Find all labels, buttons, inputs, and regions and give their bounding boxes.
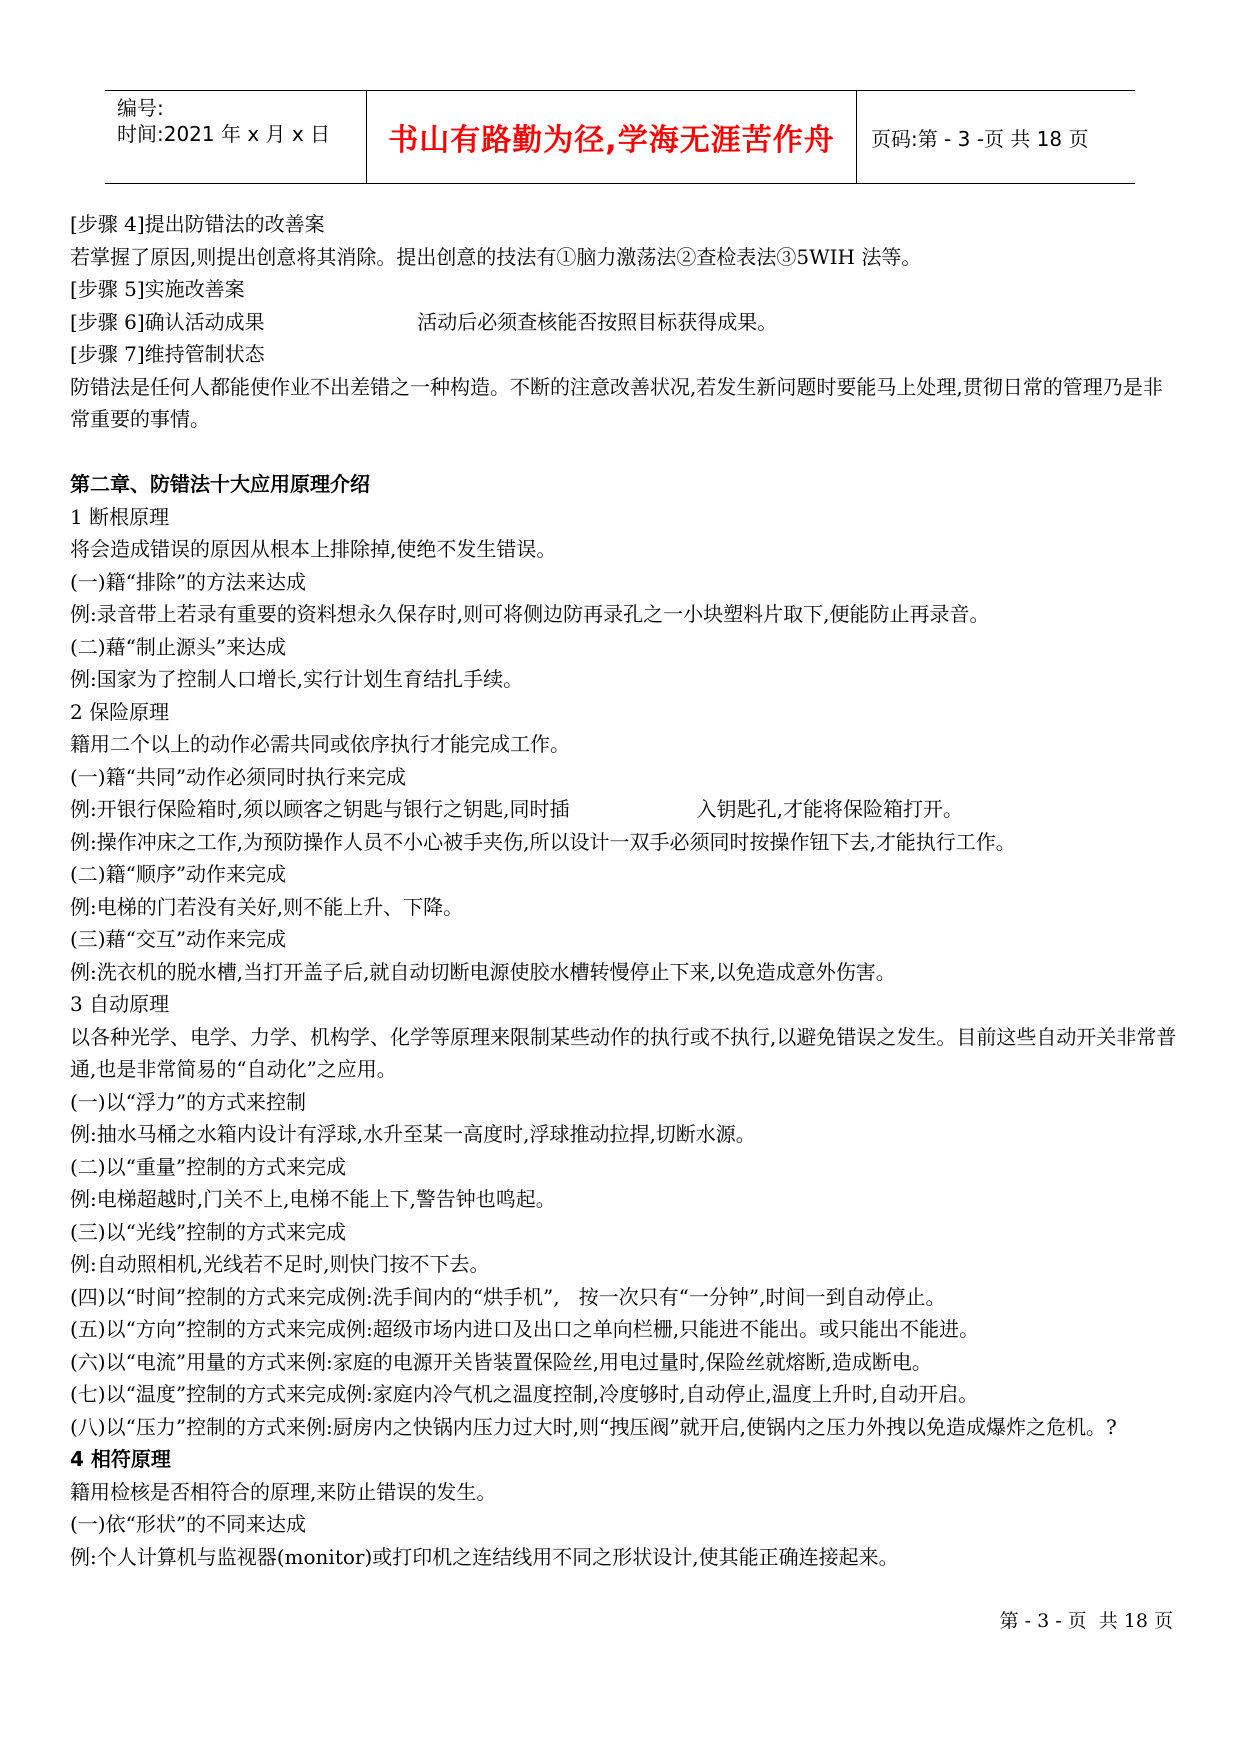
text-line: 例:国家为了控制人口增长,实行计划生育结扎手续。 [70,667,524,691]
text-line: 例:操作冲床之工作,为预防操作人员不小心被手夹伤,所以设计一双手必须同时按操作钮下去,才能执行工作。 [70,829,1016,854]
text-line: 若掌握了原因,则提出创意将其消除。提出创意的技法有①脑力激荡法②查检表法③5WIH 法等。 [70,244,922,269]
text-line: (六)以“电流”用量的方式来例:家庭的电源开关皆装置保险丝,用电过量时,保险丝就熔断,造成断电。 [70,1349,932,1374]
time-label: 时间:2021 年 x 月 x 日 [117,122,331,146]
text-line: [步骤 4]提出防错法的改善案 [70,212,325,236]
text-line: (七)以“温度”控制的方式来完成例:家庭内冷气机之温度控制,冷度够时,自动停止,温度上升时,自动开启。 [70,1382,979,1406]
text-line: 例:开银行保险箱时,须以顾客之钥匙与银行之钥匙,同时插 入钥匙孔,才能将保险箱打开。 [70,797,963,821]
header-motto: 书山有路勤为径,学海无涯苦作舟 [367,91,857,183]
document-body [70,208,1180,1573]
section-heading: 2 保险原理 [70,699,170,724]
text-line: (一)依“形状”的不同来达成 [70,1512,307,1536]
section-heading: 4 相符原理 [70,1447,171,1471]
number-label: 编号: [117,96,164,120]
text-line: (四)以“时间”控制的方式来完成例:洗手间内的“烘手机”, 按一次只有“一分钟”,时间一到自动停止。 [70,1284,946,1309]
text-line: 例:抽水马桶之水箱内设计有浮球,水升至某一高度时,浮球推动拉捍,切断水源。 [70,1122,756,1146]
text-line: 籍用二个以上的动作必需共同或依序执行才能完成工作。 [70,732,570,756]
blank-line [70,436,1180,469]
text-line: 籍用检核是否相符合的原理,来防止错误的发生。 [70,1479,497,1504]
text-line: [步骤 5]实施改善案 [70,277,245,301]
text-line: 例:自动照相机,光线若不足时,则快门按不下去。 [70,1252,490,1276]
section-heading: 3 自动原理 [70,992,170,1016]
text-line: (二)以“重量”控制的方式来完成 [70,1154,347,1179]
text-line: 例:个人计算机与监视器(monitor)或打印机之连结线用不同之形状设计,使其能正确连接起来。 [70,1544,899,1569]
text-line: (三)藉“交互”动作来完成 [70,927,287,951]
chapter-heading: 第二章、防错法十大应用原理介绍 [70,472,370,496]
page-footer: 第 - 3 - 页 共 18 页 [999,1610,1173,1632]
paragraph: 以各种光学、电学、力学、机构学、化学等原理来限制某些动作的执行或不执行,以避免错误之发生。目前这些自动开关非常普通,也是非常简易的“自动化”之应用。 [70,1024,1177,1081]
text-line: 例:电梯的门若没有关好,则不能上升、下降。 [70,894,464,919]
text-line: (一)以“浮力”的方式来控制 [70,1089,307,1114]
header-meta [105,91,367,183]
text-line: 例:录音带上若录有重要的资料想永久保存时,则可将侧边防再录孔之一小块塑料片取下,便能防止再录音。 [70,602,990,626]
text-line: (二)籍“顺序”动作来完成 [70,862,287,886]
paragraph: 防错法是任何人都能使作业不出差错之一种构造。不断的注意改善状况,若发生新问题时要能马上处理,贯彻日常的管理乃是非常重要的事情。 [70,374,1163,431]
text-line: (一)籍“共同”动作必须同时执行来完成 [70,764,407,789]
paragraph: (八)以“压力”控制的方式来例:厨房内之快锅内压力过大时,则“拽压阀”就开启,使锅内之压力外拽以免造成爆炸之危机。? [70,1414,1117,1439]
section-heading: 1 断根原理 [70,504,170,529]
page-header [105,90,1135,184]
text-line: 例:电梯超越时,门关不上,电梯不能上下,警告钟也鸣起。 [70,1187,556,1211]
text-line: [步骤 7]维持管制状态 [70,342,265,366]
text-line: 例:洗衣机的脱水槽,当打开盖子后,就自动切断电源使胶水槽转慢停止下来,以免造成意外伤害。 [70,959,896,984]
text-line: [步骤 6]确认活动成果 活动后必须查核能否按照目标获得成果。 [70,309,778,334]
text-line: (五)以“方向”控制的方式来完成例:超级市场内进口及出口之单向栏栅,只能进不能出。或只能出不能进。 [70,1317,980,1341]
header-page-number: 页码:第 - 3 -页 共 18 页 [871,126,1089,151]
text-line: (二)藉“制止源头”来达成 [70,634,287,659]
text-line: (一)籍“排除”的方法来达成 [70,569,307,594]
text-line: 将会造成错误的原因从根本上排除掉,使绝不发生错误。 [70,537,557,561]
text-line: (三)以“光线”控制的方式来完成 [70,1219,347,1244]
